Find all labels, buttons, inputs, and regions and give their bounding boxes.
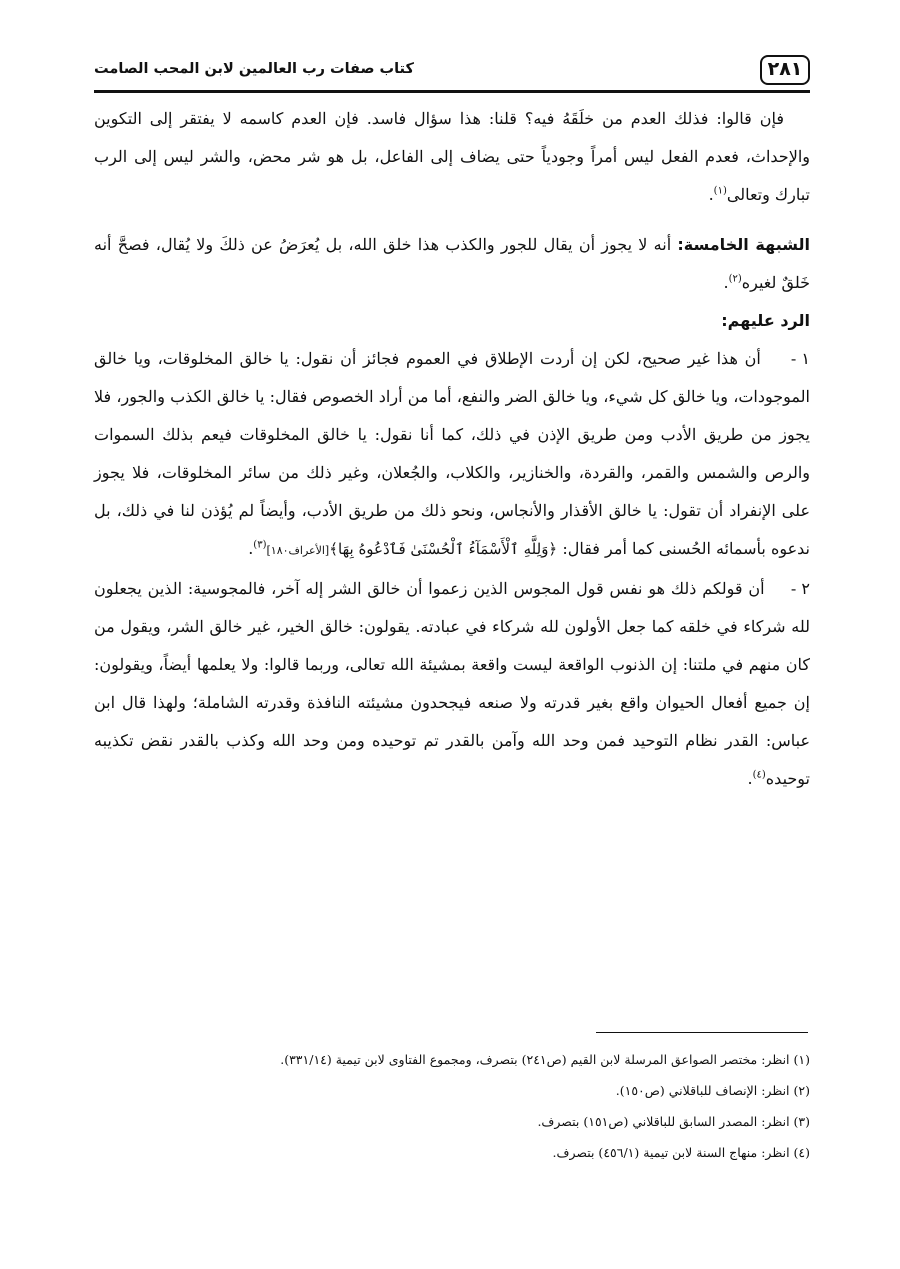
page-number: ٢٨١ xyxy=(760,55,810,85)
verse-citation: [الأعراف١٨٠] xyxy=(266,544,330,557)
list-item-1-text: أن هذا غير صحيح، لكن إن أردت الإطلاق في العموم فجائز أن نقول: يا خالق المخلوقات، ويا خالق الموجودات، ويا خالق كل شيء، ويا خالق الضر والنفع، أما من أراد الخصوص فقال: يا خالق الكذب والجور، فلا يجوز من طريق الأدب ومن طريق الإذن في ذلك، كما أنا نقول: يا خالق المخلوقات فيعم بذلك السموات والرص والشمس والقمر، والقردة، والخنازير، والكلاب، والجُعلان، وغير ذلك من سائر المخلوقات، فلا يجوز على الإنفراد أن تقول: يا خالق الأقذار والأنجاس، ونحو ذلك من طريق الأدب، وأيضاً لم يُؤذن لنا في ذلك، بل ندعوه بأسمائه الحُسنى كما أمر فقال: xyxy=(94,349,810,558)
footnote-separator xyxy=(596,1032,808,1033)
list-item-1-number: ١ - xyxy=(790,349,810,368)
list-item-2-text: أن قولكم ذلك هو نفس قول المجوس الذين زعموا أن خالق الشر إله آخر، فالمجوسية: الذين يجعلون لله شركاء في خلقه كما جعل الأولون لله شركاء في عبادته. يقولون: خالق الخير، غير خالق الشر، ويقول من كان منهم في ملتنا: إن الذنوب الواقعة ليست واقعة بمشيئة الله تعالى، وربما قالوا: ولا يعلمها أيضاً، ويقولون: إن جميع أفعال الحيوان واقع بغير قدرته ولا صنعه فيجحدون مشيئته النافذة وقدرته الشاملة؛ ولهذا قال ابن عباس: القدر نظام التوحيد فمن وحد الله وآمن بالقدر تم توحيده ومن وحد الله وكذب بالقدر نقض تكذيبه توحيده xyxy=(94,579,810,788)
footnote-1: (١) انظر: مختصر الصواعق المرسلة لابن القيم (ص٢٤١) بتصرف، ومجموع الفتاوى لابن تيمية (٣٣١/١٤). xyxy=(280,1052,810,1067)
footnote-3: (٣) انظر: المصدر السابق للباقلاني (ص١٥١) بتصرف. xyxy=(537,1114,810,1129)
list-item-2: ٢ - أن قولكم ذلك هو نفس قول المجوس الذين زعموا أن خالق الشر إله آخر، فالمجوسية: الذين يجعلون لله شركاء في خلقه كما جعل الأولون لله شركاء في عبادته. يقولون: خالق الخير، غير خالق الشر، ويقول من كان منهم في ملتنا: إن الذنوب الواقعة ليست واقعة بمشيئة الله تعالى، وربما قالوا: ولا يعلمها أيضاً، ويقولون: إن جميع أفعال الحيوان واقع بغير قدرته ولا صنعه فيجحدون مشيئته النافذة وقدرته الشاملة؛ ولهذا قال ابن عباس: القدر نظام التوحيد فمن وحد الله وآمن بالقدر تم توحيده ومن وحد الله وكذب بالقدر نقض تكذيبه توحيده$^{(٤)}$. xyxy=(94,570,810,798)
footnotes xyxy=(94,1044,810,1168)
footnote-ref-2: (٢) xyxy=(728,273,742,285)
main-text xyxy=(94,100,810,798)
book-title: كتاب صفات رب العالمين لابن المحب الصامت xyxy=(94,61,414,77)
paragraph-2: الشبهة الخامسة: أنه لا يجوز أن يقال للجور والكذب هذا خلق الله، بل يُعرَضُ عن ذلكَ ولا يُقال، فصحَّ أنه خَلقٌ لغيره$^{(٢)}$. xyxy=(94,235,811,292)
fifth-doubt-heading: الشبهة الخامسة: xyxy=(677,235,811,254)
list-item-1: ١ - أن هذا غير صحيح، لكن إن أردت الإطلاق في العموم فجائز أن نقول: يا خالق المخلوقات، ويا خالق الموجودات، ويا خالق كل شيء، ويا خالق الضر والنفع، أما من أراد الخصوص فقال: يا خالق الكذب والجور، فلا يجوز من طريق الأدب ومن طريق الإذن في ذلك، كما أنا نقول: يا خالق المخلوقات فيعم بذلك السموات والرص والشمس والقمر، والقردة، والخنازير، والكلاب، والجُعلان، وغير ذلك من سائر المخلوقات، فلا يجوز على الإنفراد أن تقول: يا خالق الأقذار والأنجاس، ونحو ذلك من طريق الأدب، وأيضاً لم يُؤذن لنا في ذلك، بل ندعوه بأسمائه الحُسنى كما أمر فقال: ﴿وَلِلَّهِ ٱلْأَسْمَآءُ ٱلْحُسْنَىٰ فَٱدْعُوهُ بِهَا﴾[الأعراف١٨٠]$^{(٣)}$. xyxy=(94,340,810,570)
header-rule xyxy=(94,90,810,93)
list-item-2-number: ٢ - xyxy=(790,579,811,598)
paragraph-1: فإن قالوا: فذلك العدم من خلَقَهُ فيه؟ قلنا: هذا سؤال فاسد. فإن العدم كاسمه لا يفتقر إلى التكوين والإحداث، فعدم الفعل ليس أمراً وجودياً حتى يضاف إلى الفاعل، بل هو شر محض، والشر ليس إلى الرب تبارك وتعالى$^{(١)}$. xyxy=(94,109,810,204)
paragraph-2-text: أنه لا يجوز أن يقال للجور والكذب هذا خلق الله، بل يُعرَضُ عن ذلكَ ولا يُقال، فصحَّ أنه خَلقٌ لغيره xyxy=(94,235,810,292)
quran-verse: ﴿وَلِلَّهِ ٱلْأَسْمَآءُ ٱلْحُسْنَىٰ فَٱدْعُوهُ بِهَا﴾ xyxy=(329,540,558,558)
footnote-ref-3: (٣) xyxy=(253,539,267,551)
footnote-4: (٤) انظر: منهاج السنة لابن تيمية (٤٥٦/١) بتصرف. xyxy=(552,1145,810,1160)
reply-heading: الرد عليهم: xyxy=(721,311,810,330)
footnote-ref-4: (٤) xyxy=(752,769,766,781)
paragraph-1-text: فإن قالوا: فذلك العدم من خلَقَهُ فيه؟ قلنا: هذا سؤال فاسد. فإن العدم كاسمه لا يفتقر إلى التكوين والإحداث، فعدم الفعل ليس أمراً وجودياً حتى يضاف إلى الفاعل، بل هو شر محض، والشر ليس إلى الرب تبارك وتعالى xyxy=(94,109,810,204)
footnote-ref-1: (١) xyxy=(713,185,727,197)
footnote-2: (٢) انظر: الإنصاف للباقلاني (ص١٥٠). xyxy=(615,1083,810,1098)
page-header xyxy=(94,52,810,92)
